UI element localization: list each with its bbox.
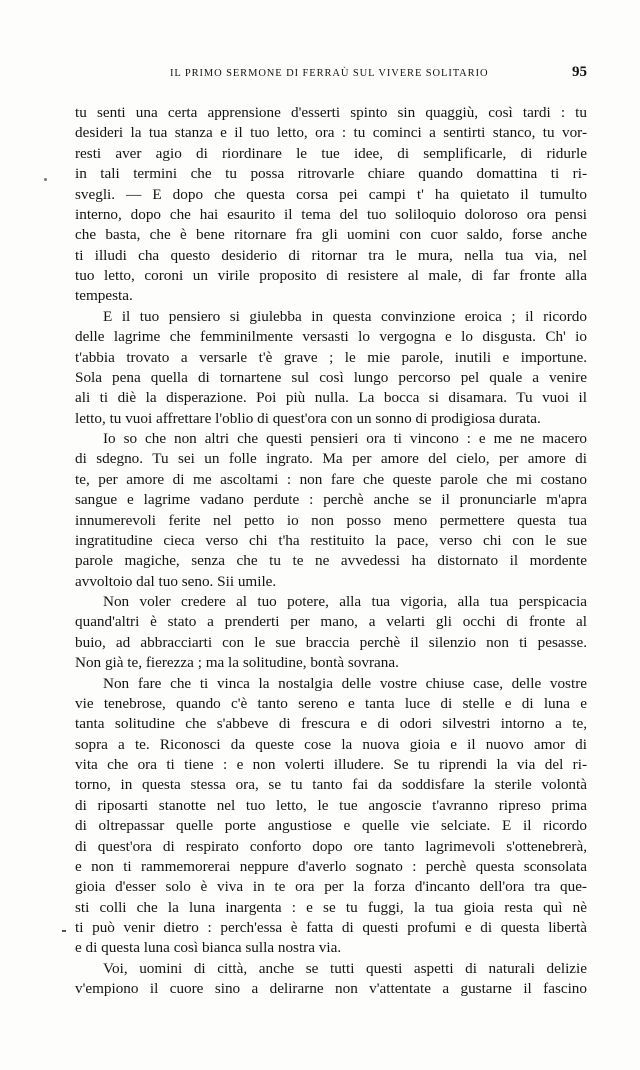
text-line: in tali termini che tu possa ritrovarle chiare quando domattina ti ri- — [75, 165, 587, 183]
text-line: di quest'ora di respirato conforto dopo ore tanto lagrimevoli s'ottenebrerà, — [75, 837, 587, 855]
text-line: ti illudi cha questo desiderio di ritornar tra le mura, nella tua via, nel — [75, 246, 587, 264]
text-line: vita che ora ti tiene : e non volerti illudere. Se tu riprendi la via del ri- — [75, 756, 587, 773]
paragraph — [75, 429, 587, 592]
margin-speck — [44, 178, 47, 181]
paragraph — [75, 674, 587, 959]
text-line: resti aver agio di riordinare le tue idee, di semplificarle, di ridurle — [75, 144, 587, 162]
text-line: vie tenebrose, quando c'è tanto sereno e tanta luce di stelle e di luna e — [75, 694, 587, 712]
text-line: innumerevoli ferite nel petto io non posso meno permettere questa tua — [75, 511, 587, 529]
running-title: IL PRIMO SERMONE DI FERRAÙ SUL VIVERE SOLITARIO — [170, 68, 489, 79]
margin-tick — [62, 930, 66, 932]
text-line: buio, ad abbracciarti con le sue braccia perchè il silenzio non ti pesasse. — [75, 633, 587, 651]
text-line: Io so che non altri che questi pensieri ora ti vincono : e me ne macero — [103, 430, 587, 447]
text-line: parole magiche, senza che tu te ne avvedessi ha distornato il mordente — [75, 552, 587, 570]
text-line: torno, in questa stessa ora, se tu tanto fai da soddisfare la sterile volontà — [75, 776, 587, 794]
text-line: Voi, uomini di città, anche se tutti questi aspetti di naturali delizie — [103, 959, 587, 977]
paragraph — [75, 307, 587, 429]
text-line: quand'altri è stato a prenderti per mano, a velarti gli occhi di fronte al — [75, 613, 587, 631]
text-line: v'empiono il cuore sino a delirarne non v'attentate a gustarne il fascino — [75, 980, 587, 998]
text-line: tu senti una certa apprensione d'esserti spinto sin quaggiù, così tardi : tu — [75, 104, 587, 121]
text-line: interno, dopo che hai esaurito il tema del tuo soliloquio doloroso ora pensi — [75, 205, 587, 223]
text-line: sangue e lagrime vadano perdute : perchè anche se il pronunciarle m'apra — [75, 491, 587, 509]
text-line: di riposarti stanotte nel tuo letto, le tue angoscie t'avranno ripreso prima — [75, 796, 587, 814]
text-line: ali ti diè la disperazione. Poi più nulla. La bocca si disamara. Tu vuoi il — [75, 389, 587, 407]
text-line: tanta solitudine che s'abbeve di frescura e di odori silvestri intorno a te, — [75, 715, 587, 733]
text-line: sopra a te. Riconosci da queste cose la nuova gioia e il nuovo amor di — [75, 735, 587, 753]
text-line: te, per amore di me ascoltami : non fare che queste parole che mi costano — [75, 470, 587, 488]
text-line: letto, tu vuoi affrettare l'oblio di quest'ora con un sonno di prodigiosa durata. — [75, 409, 541, 427]
text-line: Sola pena quella di tornartene sul così lungo percorso pel quale a venire — [75, 368, 587, 386]
text-line: di sdegno. Tu sei un folle ingrato. Ma per amore del cielo, per amore di — [75, 450, 587, 468]
page-number: 95 — [572, 64, 587, 80]
text-line: Non già te, fierezza ; ma la solitudine, bontà sovrana. — [75, 654, 399, 672]
text-line: gioia d'esser solo è viva in te ora per la forza d'incanto dell'ora tra que- — [75, 878, 587, 896]
text-line: sti colli che la luna inargenta : e se tu fuggi, la tua gioia resta quì nè — [75, 898, 587, 916]
text-line: delle lagrime che femminilmente versasti lo vergogna e lo disgusta. Ch' io — [75, 328, 587, 346]
text-line: che basta, che è bene ritornare fra gli uomini con cuor saldo, forse anche — [75, 226, 587, 244]
text-line: avvoltoio dal tuo seno. Sii umile. — [75, 572, 277, 590]
text-line: tempesta. — [75, 287, 133, 305]
paragraph — [75, 959, 587, 1000]
text-line: ingratitudine cieca verso chi t'ha restituito la pace, verso chi con le sue — [75, 531, 587, 549]
text-line: Non voler credere al tuo potere, alla tua vigoria, alla tua perspicacia — [103, 593, 587, 610]
text-line: ti può venir dietro : perch'essa è fatta di questi profumi e di questa libertà — [75, 919, 587, 936]
paragraph — [75, 103, 587, 307]
text-line: E il tuo pensiero si giulebba in questa convinzione eroica ; il ricordo — [103, 307, 587, 325]
text-line: di oltrepassar quelle porte angustiose e quelle vie selciate. E il ricordo — [75, 817, 587, 835]
body-text — [75, 103, 587, 1000]
text-line: Non fare che ti vinca la nostalgia delle vostre chiuse case, delle vostre — [103, 674, 587, 692]
text-line: e di questa luna così bianca sulla nostra via. — [75, 939, 342, 957]
text-line: desideri la tua stanza e il tuo letto, ora : tu cominci a sentirti stanco, tu vor- — [75, 124, 587, 142]
running-head — [75, 64, 587, 88]
text-line: tuo letto, coroni un virile proposito di resistere al male, di far fronte alla — [75, 267, 587, 284]
text-line: e non ti rammemorerai neppure d'averlo sognato : perchè questa sconsolata — [75, 857, 587, 875]
paragraph — [75, 592, 587, 674]
text-line: t'abbia trovato a versarle t'è grave ; le mie parole, inutili e importune. — [75, 348, 587, 366]
text-line: svegli. — E dopo che questa corsa pei campi t' ha quietato il tumulto — [75, 185, 587, 203]
